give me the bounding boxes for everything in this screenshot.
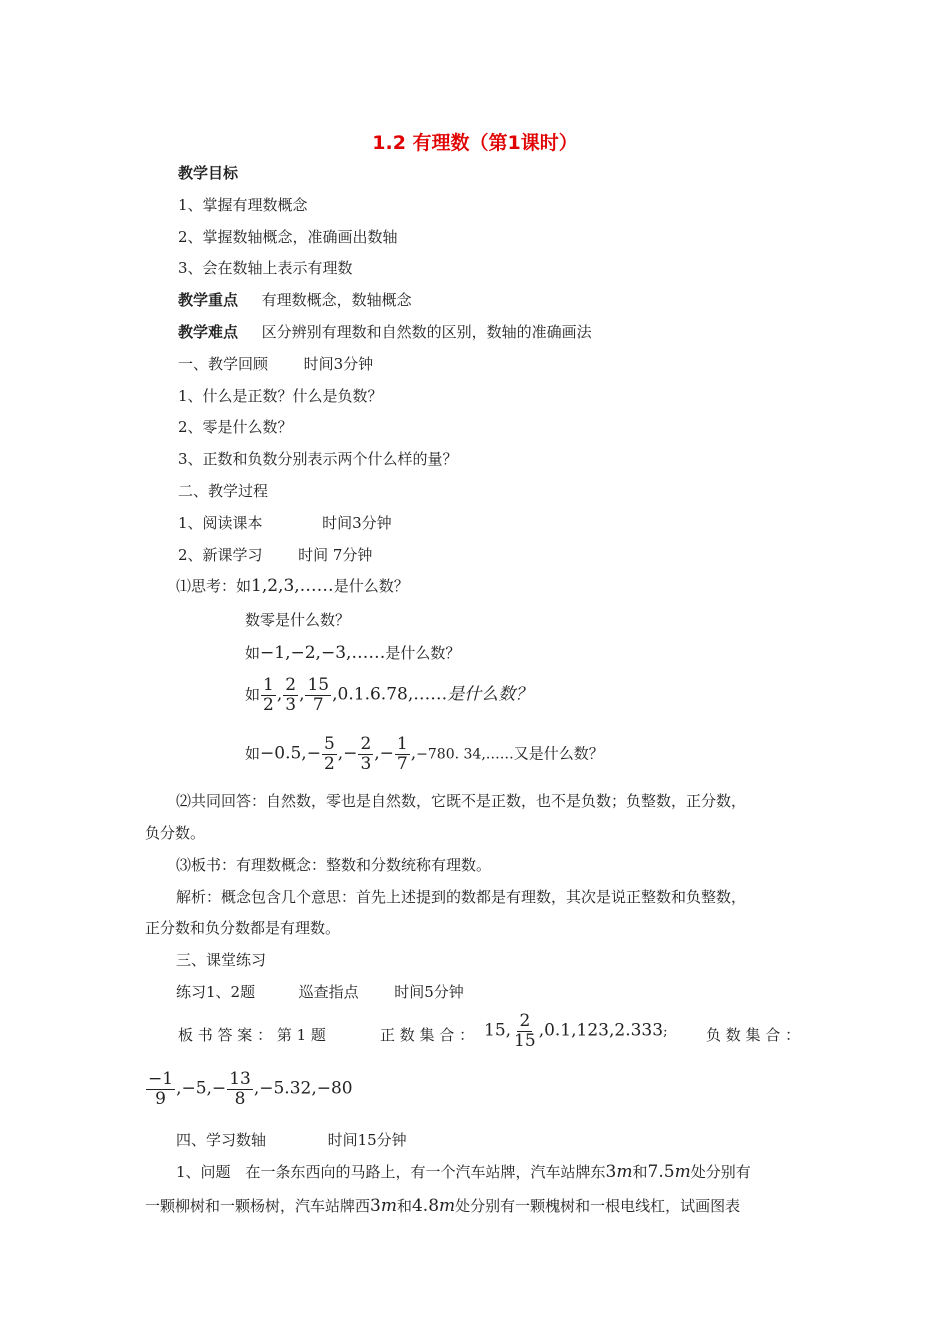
problem-text: 处分别有一颗槐树和一根电线杠，试画图表 — [455, 1197, 741, 1215]
analysis-line: 解析：概念包含几个意思：首先上述提到的数都是有理数，其次是说正整数和负整数， — [176, 888, 747, 906]
unit: m — [674, 1162, 691, 1182]
negative-set — [145, 1070, 353, 1109]
unit: m — [616, 1162, 633, 1182]
fraction-numerator: 1 — [396, 734, 408, 754]
difficulties-label: 教学难点 — [178, 323, 239, 341]
problem-text: 处分别有 — [690, 1163, 751, 1181]
answer-line: ⑵共同回答：自然数，零也是自然数，它既不是正数，也不是负数；负整数，正分数， — [176, 792, 747, 810]
key-points-row — [178, 290, 412, 310]
positive-fractions-row: 如 $\frac{1}{2}$ , $\frac{2}{3}$ , $\frac{15}{7}$ ,0.1.6.78,……是什么数？ — [245, 675, 533, 715]
think-prefix: ⑴思考：如 — [176, 577, 252, 595]
fraction-denominator: 2 — [263, 695, 274, 715]
think-suffix: 是什么数？ — [333, 577, 409, 595]
unit: m — [380, 1196, 397, 1216]
distance-value: 7.5 — [647, 1162, 675, 1182]
board-note: ⑶板书：有理数概念：整数和分数统称有理数。 — [176, 856, 492, 874]
difficulties-row — [178, 322, 592, 342]
problem-text: 1、问题 在一条东西向的马路上，有一个汽车站牌，汽车站牌东 — [176, 1163, 606, 1181]
fraction-denominator: 15 — [514, 1031, 536, 1051]
fraction-numerator: 2 — [360, 734, 372, 754]
row-prefix: 如 — [245, 644, 261, 662]
positive-end: ; — [663, 1024, 668, 1040]
row-suffix-italic: 是什么数？ — [447, 684, 533, 705]
fraction-numerator: 1 — [263, 675, 274, 695]
fraction — [305, 676, 331, 715]
fraction — [322, 735, 337, 774]
answer-label: 板 书 答 案 ： 第 1 题 — [178, 1026, 326, 1044]
problem-text: 和 — [396, 1197, 412, 1215]
fraction — [395, 735, 410, 774]
negative-integers-row — [245, 643, 460, 663]
key-points-text: 有理数概念，数轴概念 — [261, 291, 412, 309]
practice-time: 时间5分钟 — [394, 983, 464, 1001]
positive-set — [484, 1012, 667, 1051]
row-suffix: 又是什么数？ — [513, 744, 604, 763]
review-heading: 一、教学回顾 — [178, 355, 269, 373]
negative-set-label: 负 数 集 合 ： — [706, 1026, 801, 1044]
fraction-numerator: −1 — [148, 1069, 174, 1089]
positive-tail: ,0.1,123,2.333 — [538, 1020, 664, 1041]
read-time: 时间3分钟 — [322, 514, 392, 532]
fraction-denominator: 9 — [155, 1089, 166, 1109]
fraction — [358, 735, 373, 774]
problem-text: 一颗柳树和一颗杨树，汽车站牌西 — [145, 1197, 371, 1215]
positive-decimals: ,0.1.6.78,…… — [332, 684, 448, 705]
key-points-label: 教学重点 — [178, 291, 239, 309]
fraction-denominator: 7 — [396, 754, 408, 774]
problem-line — [145, 1196, 740, 1216]
fraction-denominator: 8 — [234, 1089, 246, 1109]
negative-tail: ,−5.32,−80 — [253, 1078, 353, 1099]
new-time: 时间 7分钟 — [298, 546, 373, 564]
answer-line: 负分数。 — [145, 824, 206, 842]
row-prefix: 如 — [245, 685, 261, 704]
goal-item: 2、掌握数轴概念，准确画出数轴 — [178, 228, 398, 246]
positive-lead: 15, — [484, 1020, 512, 1041]
fraction — [512, 1012, 538, 1051]
review-time: 时间3分钟 — [303, 355, 374, 373]
axis-heading: 四、学习数轴 — [176, 1131, 267, 1149]
fraction-numerator: 2 — [285, 675, 297, 695]
fraction-denominator: 7 — [312, 695, 324, 715]
problem-text: 和 — [632, 1163, 648, 1181]
positive-set-label: 正 数 集 合 ： — [380, 1026, 475, 1044]
zero-question: 数零是什么数？ — [245, 611, 351, 629]
fraction-numerator: 5 — [323, 734, 335, 754]
goals-heading: 教学目标 — [178, 164, 239, 182]
practice-heading: 三、课堂练习 — [176, 951, 267, 969]
problem-line — [176, 1162, 751, 1182]
distance-value: 3 — [370, 1196, 381, 1216]
negative-lead: −0.5, — [260, 743, 307, 764]
fraction — [261, 676, 276, 715]
process-heading: 二、教学过程 — [178, 482, 269, 500]
goal-item: 1、掌握有理数概念 — [178, 196, 308, 214]
review-question: 1、什么是正数？什么是负数？ — [178, 387, 383, 405]
unit: m — [439, 1196, 456, 1216]
new-row — [178, 545, 372, 565]
distance-value: 4.8 — [411, 1196, 440, 1216]
fraction-denominator: 3 — [285, 695, 297, 715]
read-row — [178, 513, 392, 533]
fraction — [227, 1070, 253, 1109]
negative-integers-list: −1,−2,−3,…… — [260, 643, 386, 663]
negative-fractions-row: 如−0.5,− $\frac{5}{2}$ ,− $\frac{2}{3}$ ,− $\frac{1}{7}$ ,−780. 34,……又是什么数？ — [245, 734, 604, 774]
think-row — [176, 576, 409, 596]
axis-time: 时间15分钟 — [327, 1131, 407, 1149]
axis-heading-row — [176, 1130, 407, 1150]
row-prefix: 如 — [245, 744, 261, 763]
review-heading-row — [178, 354, 373, 374]
negative-mid: ,−5,− — [176, 1078, 227, 1099]
think-list: 1,2,3,…… — [251, 576, 334, 596]
new-label: 2、新课学习 — [178, 546, 263, 564]
practice-patrol: 巡查指点 — [298, 983, 359, 1001]
fraction-numerator: 2 — [519, 1011, 531, 1031]
fraction-numerator: 15 — [307, 675, 330, 695]
row-suffix: 是什么数？ — [385, 644, 461, 662]
fraction — [146, 1070, 175, 1109]
fraction-numerator: 13 — [229, 1069, 251, 1089]
practice-row — [176, 982, 464, 1002]
fraction-denominator: 2 — [323, 754, 335, 774]
difficulties-text: 区分辨别有理数和自然数的区别，数轴的准确画法 — [261, 323, 592, 341]
negative-decimal: −780. 34,…… — [416, 746, 514, 763]
fraction — [283, 676, 298, 715]
fraction-denominator: 3 — [360, 754, 372, 774]
review-question: 3、正数和负数分别表示两个什么样的量？ — [178, 450, 458, 468]
page-title: 1.2 有理数（第1课时） — [372, 132, 578, 154]
read-label: 1、阅读课本 — [178, 514, 263, 532]
review-question: 2、零是什么数？ — [178, 418, 293, 436]
practice-items: 练习1、2题 — [176, 983, 256, 1001]
distance-value: 3 — [605, 1162, 617, 1182]
analysis-line: 正分数和负分数都是有理数。 — [145, 919, 341, 937]
goal-item: 3、会在数轴上表示有理数 — [178, 259, 353, 277]
